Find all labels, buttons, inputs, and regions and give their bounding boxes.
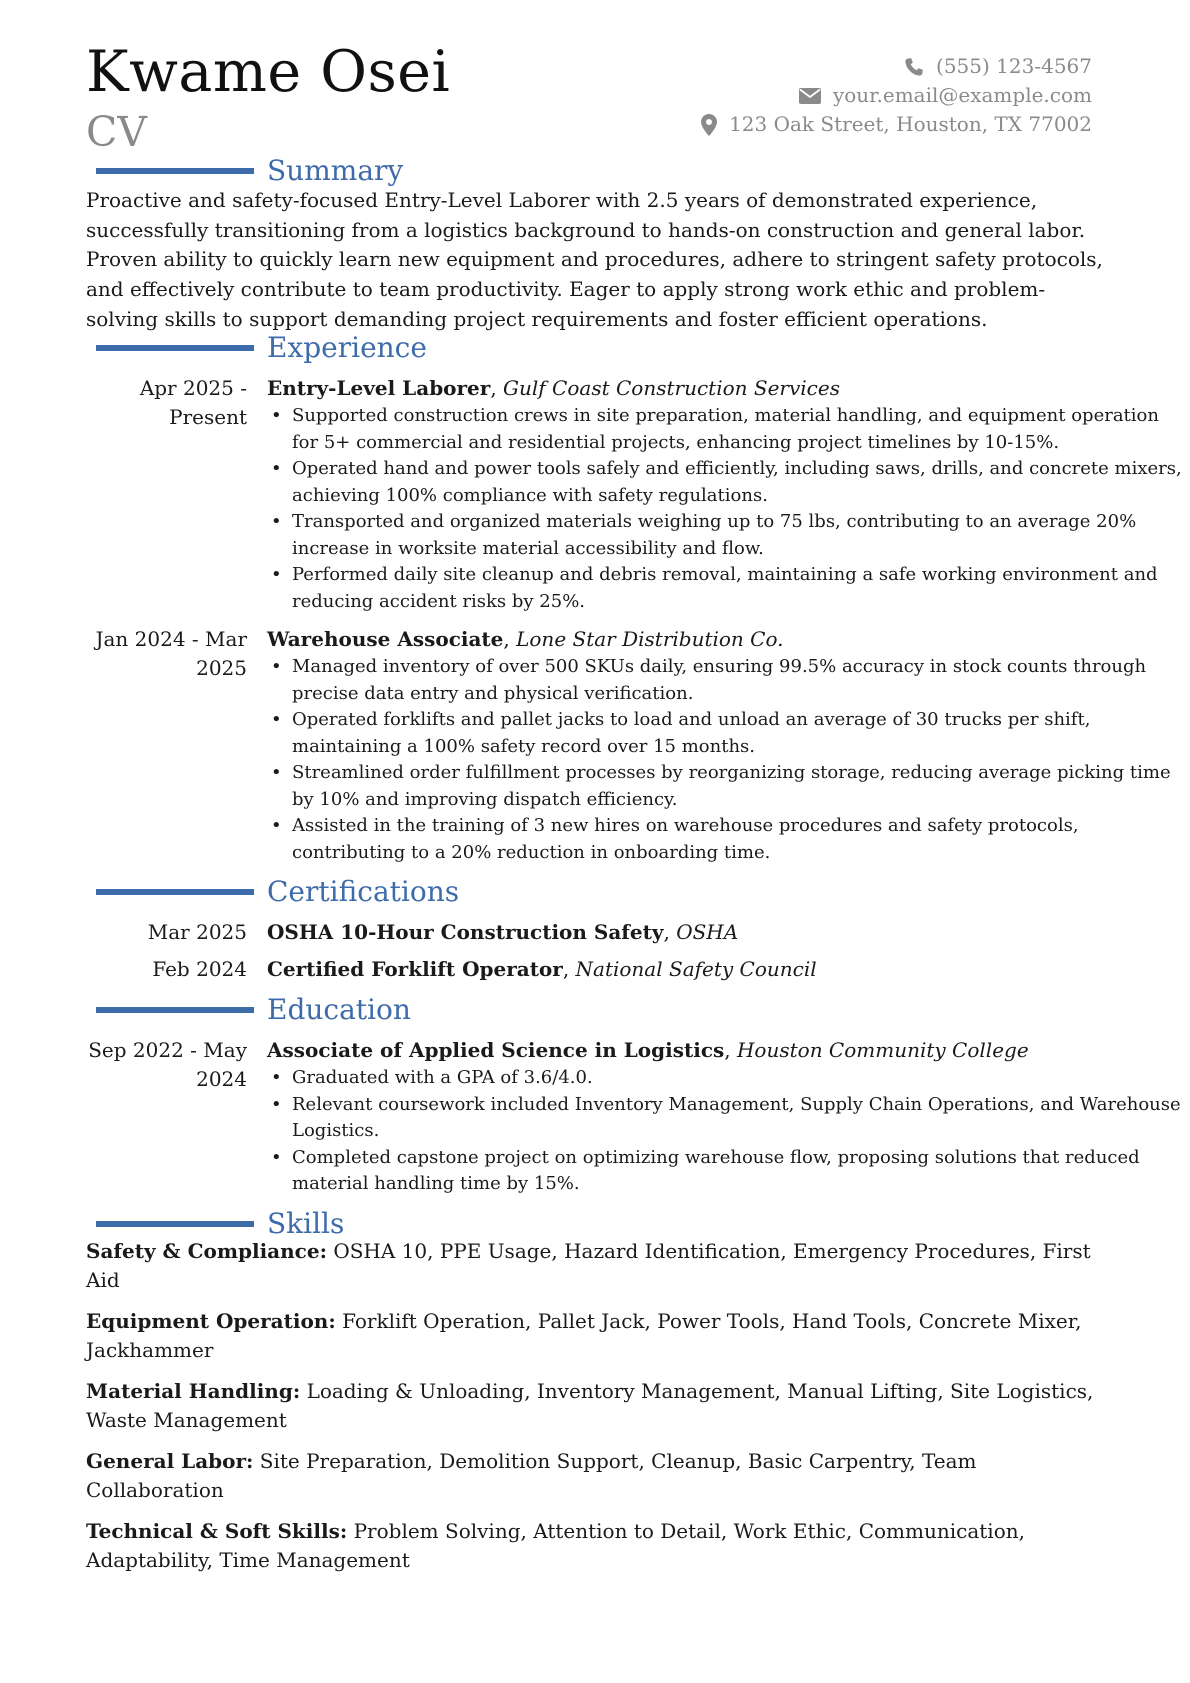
- entry-date: [86, 374, 247, 432]
- entry-date-line: Sep 2022 - May: [88, 1038, 247, 1062]
- entry-title: Entry-Level Laborer, Gulf Coast Construction Services: [267, 376, 840, 400]
- job-role: Warehouse Associate: [267, 627, 504, 651]
- skill-category: Technical & Soft Skills:: [86, 1519, 348, 1543]
- entry-date: [86, 625, 247, 683]
- section-header-certifications: [96, 875, 460, 908]
- skill-values: OSHA 10, PPE Usage, Hazard Identification, Emergency Procedures, First Aid: [86, 1239, 1091, 1292]
- entry-date-line: 2025: [196, 656, 247, 680]
- bullet-item: • Graduated with a GPA of 3.6/4.0.: [267, 1065, 1187, 1092]
- bullet-item: • Relevant coursework included Inventory Management, Supply Chain Operations, and Warehouse Logistics.: [267, 1092, 1187, 1145]
- contact-block: [701, 52, 1092, 139]
- bullet-item: • Completed capstone project on optimizing warehouse flow, proposing solutions that reduced material handling time by 15%.: [267, 1145, 1187, 1198]
- bullet-item: • Operated hand and power tools safely and efficiently, including saws, drills, and concrete mixers, achieving 100% compliance with safety regulations.: [267, 456, 1187, 509]
- certifying-body: OSHA: [676, 920, 739, 944]
- contact-phone: [701, 52, 1092, 81]
- section-header-experience: [96, 331, 427, 364]
- entry-title: OSHA 10-Hour Construction Safety, OSHA: [267, 920, 739, 944]
- skill-values: Problem Solving, Attention to Detail, Work Ethic, Communication, Adaptability, Time Management: [86, 1519, 1025, 1572]
- section-title-skills: Skills: [267, 1207, 345, 1240]
- bullet-item: • Performed daily site cleanup and debris removal, maintaining a safe working environment and reducing accident risks by 25%.: [267, 562, 1187, 615]
- section-accent-bar: [96, 889, 254, 895]
- entry-title: Certified Forklift Operator, National Safety Council: [267, 957, 817, 981]
- summary-text: Proactive and safety-focused Entry-Level Laborer with 2.5 years of demonstrated experience, successfully transitioning from a logistics background to hands-on construction and general labor. Proven ability to quickly learn new equipment and procedures, adhere to stringent safety protocols, and effectively contribute to team productivity. Eager to apply strong work ethic and problem-solving skills to support demanding project requirements and foster efficient operations.: [86, 188, 1103, 331]
- entry-date-line: Apr 2025 -: [139, 376, 247, 400]
- entry-body: [267, 374, 1187, 615]
- entry-body: [267, 625, 1187, 866]
- map-marker-icon: [701, 114, 717, 136]
- bullet-list: [267, 403, 1187, 615]
- skill-category: Material Handling:: [86, 1379, 301, 1403]
- entry-date-line: Present: [169, 405, 247, 429]
- bullet-item: • Assisted in the training of 3 new hires on warehouse procedures and safety protocols, contributing to a 20% reduction in onboarding time.: [267, 813, 1187, 866]
- bullet-item: • Operated forklifts and pallet jacks to load and unload an average of 30 trucks per shift, maintaining a 100% safety record over 15 months.: [267, 707, 1187, 760]
- skill-values: Forklift Operation, Pallet Jack, Power Tools, Hand Tools, Concrete Mixer, Jackhammer: [86, 1309, 1082, 1362]
- section-accent-bar: [96, 345, 254, 351]
- section-title-education: Education: [267, 993, 411, 1026]
- section-accent-bar: [96, 168, 254, 174]
- entry-title: Warehouse Associate, Lone Star Distribution Co.: [267, 627, 784, 651]
- section-title-experience: Experience: [267, 331, 427, 364]
- postal-address: 123 Oak Street, Houston, TX 77002: [729, 112, 1092, 136]
- envelope-icon: [799, 88, 821, 104]
- degree-name: Associate of Applied Science in Logistics: [267, 1038, 725, 1062]
- skill-category: Safety & Compliance:: [86, 1239, 327, 1263]
- candidate-name: Kwame Osei: [86, 39, 451, 105]
- email-address[interactable]: your.email@example.com: [832, 83, 1092, 107]
- bullet-item: • Supported construction crews in site preparation, material handling, and equipment operation for 5+ commercial and residential projects, enhancing project timelines by 10-15%.: [267, 403, 1187, 456]
- section-header-skills: [96, 1207, 345, 1240]
- entry-date-line: Jan 2024 - Mar: [95, 627, 247, 651]
- document-type: CV: [86, 108, 147, 156]
- bullet-item: • Transported and organized materials weighing up to 75 lbs, contributing to an average 20% increase in worksite material accessibility and flow.: [267, 509, 1187, 562]
- employer: Gulf Coast Construction Services: [503, 376, 840, 400]
- skills-list: [86, 1237, 1116, 1587]
- certification-name: Certified Forklift Operator: [267, 957, 563, 981]
- skill-category: Equipment Operation:: [86, 1309, 336, 1333]
- entry-title: Associate of Applied Science in Logistics, Houston Community College: [267, 1038, 1029, 1062]
- entry-date: Mar 2025: [147, 920, 247, 944]
- phone-number[interactable]: (555) 123-4567: [936, 54, 1092, 78]
- skill-values: Site Preparation, Demolition Support, Cleanup, Basic Carpentry, Team Collaboration: [86, 1449, 977, 1502]
- job-role: Entry-Level Laborer: [267, 376, 491, 400]
- school-name: Houston Community College: [736, 1038, 1029, 1062]
- section-accent-bar: [96, 1007, 254, 1013]
- skill-row: [86, 1517, 1116, 1575]
- entry-date: [86, 1036, 247, 1094]
- entry-date: Feb 2024: [152, 957, 247, 981]
- section-header-summary: [96, 154, 404, 187]
- phone-icon: [904, 57, 924, 77]
- certification-name: OSHA 10-Hour Construction Safety: [267, 920, 664, 944]
- entry-body: [267, 1036, 1187, 1198]
- section-title-summary: Summary: [267, 154, 404, 187]
- bullet-list: [267, 1065, 1187, 1198]
- contact-address: [701, 110, 1092, 139]
- skill-row: [86, 1377, 1116, 1435]
- skill-row: [86, 1237, 1116, 1295]
- contact-email: [701, 81, 1092, 110]
- bullet-list: [267, 654, 1187, 866]
- entry-date-line: 2024: [196, 1067, 247, 1091]
- skill-row: [86, 1307, 1116, 1365]
- entry-body: [267, 955, 1187, 984]
- employer: Lone Star Distribution Co.: [516, 627, 784, 651]
- section-header-education: [96, 993, 411, 1026]
- certifying-body: National Safety Council: [575, 957, 817, 981]
- section-accent-bar: [96, 1221, 254, 1227]
- bullet-item: • Managed inventory of over 500 SKUs daily, ensuring 99.5% accuracy in stock counts through precise data entry and physical verification.: [267, 654, 1187, 707]
- skill-category: General Labor:: [86, 1449, 254, 1473]
- skill-values: Loading & Unloading, Inventory Management, Manual Lifting, Site Logistics, Waste Management: [86, 1379, 1094, 1432]
- bullet-item: • Streamlined order fulfillment processes by reorganizing storage, reducing average picking time by 10% and improving dispatch efficiency.: [267, 760, 1187, 813]
- section-title-certifications: Certifications: [267, 875, 460, 908]
- skill-row: [86, 1447, 1116, 1505]
- entry-body: [267, 918, 1187, 947]
